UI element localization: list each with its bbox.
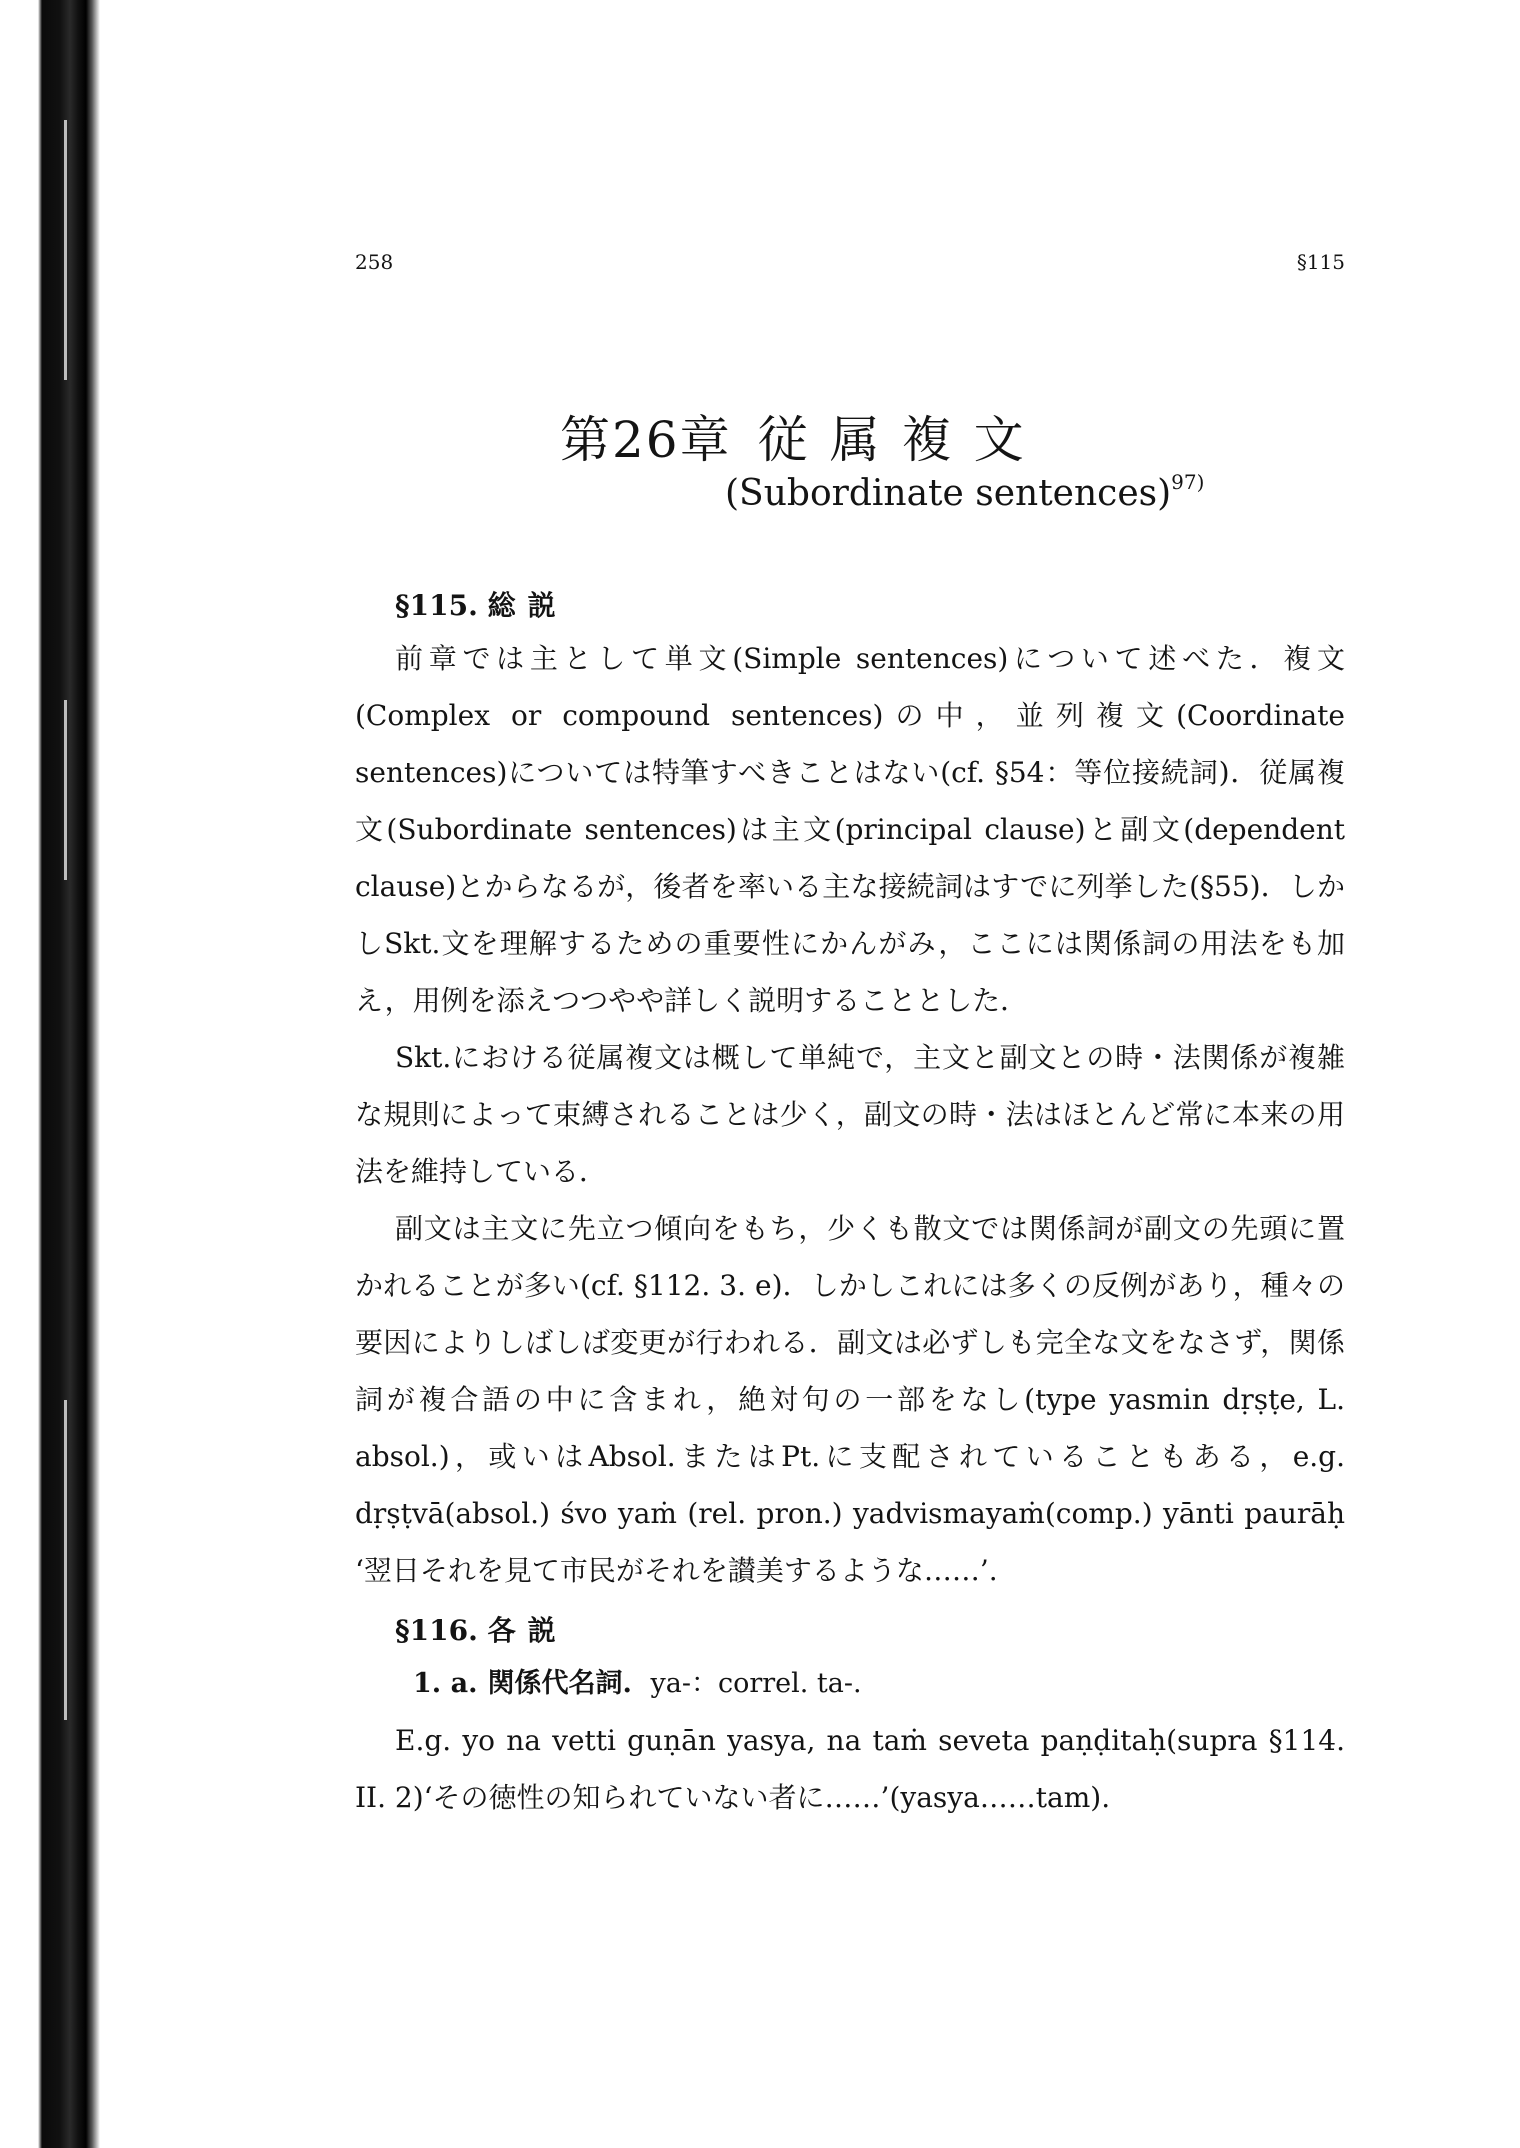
chapter-title-en: (Subordinate sentences) <box>725 473 1172 514</box>
example-paragraph: E.g. yo na vetti guṇān yasya, na taṁ seveta paṇḍitaḥ(supra §114. II. 2)‘その徳性の知られていない者に……’(yasya……tam). <box>355 1724 1345 1814</box>
scan-streak <box>64 120 67 380</box>
running-head <box>355 240 1345 280</box>
binding-edge <box>0 0 100 2148</box>
chapter-title <box>560 400 1046 472</box>
chapter-title-jp: 従属複文 <box>757 411 1046 469</box>
footnote-ref: 97) <box>1171 470 1205 494</box>
book-page <box>355 240 1345 1814</box>
scan-streak <box>64 1400 67 1720</box>
section-heading-text: §116. 各 <box>395 1614 516 1647</box>
item-number: 1. a. <box>413 1668 478 1699</box>
chapter-subtitle <box>725 470 1204 514</box>
section-115-heading <box>395 582 1345 630</box>
paragraph: 副文は主文に先立つ傾向をもち，少くも散文では関係詞が副文の先頭に置かれることが多い(cf. §112. 3. e)．しかしこれには多くの反例があり，種々の要因によりしばしば変更が行われる．副文は必ずしも完全な文をなさず，関係詞が複合語の中に含まれ，絶対句の一部をなし(type yasmin dṛṣṭe, L. absol.)，或いはAbsol.またはPt.に支配されていることもある，e.g. dṛṣṭvā(absol.) śvo yaṁ (rel. pron.) yadvismayaṁ(comp.) yānti paurāḥ ‘翌日それを見て市民がそれを讃美するような……’. <box>355 1212 1345 1587</box>
item-rest: ya-：correl. ta-. <box>650 1668 862 1699</box>
page-number: 258 <box>355 250 394 274</box>
section-heading-tail: 説 <box>527 1614 572 1647</box>
body-text <box>355 582 1345 1826</box>
section-heading-tail: 説 <box>527 589 572 622</box>
paragraph: 前章では主として単文(Simple sentences)について述べた．複文(Complex or compound sentences)の中，並列複文(Coordinate sentences)については特筆すべきことはない(cf. §54：等位接続詞)．従属複文(Subordinate sentences)は主文(principal clause)と副文(dependent clause)とからなるが，後者を率いる主な接続詞はすでに列挙した(§55)．しかしSkt.文を理解するための重要性にかんがみ，ここには関係詞の用法をも加え，用例を添えつつやや詳しく説明することとした． <box>355 642 1345 1017</box>
item-heading <box>413 1655 1345 1712</box>
paragraph: Skt.における従属複文は概して単純で，主文と副文との時・法関係が複雑な規則によって束縛されることは少く，副文の時・法はほとんど常に本来の用法を維持している． <box>355 1041 1345 1188</box>
section-marker: §115 <box>1296 250 1345 274</box>
section-heading-text: §115. 総 <box>395 589 516 622</box>
scan-streak <box>64 700 67 880</box>
section-116-heading <box>395 1607 1345 1655</box>
item-label: 関係代名詞. <box>487 1668 632 1699</box>
chapter-number: 第26章 <box>560 411 732 469</box>
